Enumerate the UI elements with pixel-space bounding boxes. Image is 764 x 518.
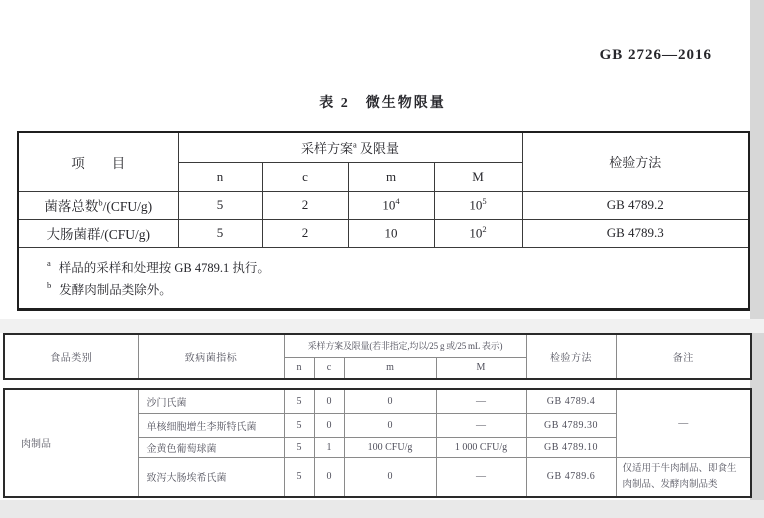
table2-header-sampling-plan: 采样方案及限量(若非指定,均以/25 g 或/25 mL 表示) bbox=[284, 334, 526, 357]
table2-row0-pathogen: 沙门氏菌 bbox=[138, 389, 284, 413]
table2-row0-M: — bbox=[436, 389, 526, 413]
item-unit: /(CFU/g) bbox=[100, 227, 150, 242]
table1-header-item: 项 目 bbox=[18, 132, 178, 191]
table1-row0-c: 2 bbox=[262, 191, 348, 219]
table1-row0-m bbox=[348, 191, 434, 219]
table2-row2-method: GB 4789.10 bbox=[526, 437, 616, 457]
table2-row1-c: 0 bbox=[314, 413, 344, 437]
value-base: 10 bbox=[382, 197, 396, 213]
table2-header-row-1 bbox=[4, 334, 751, 357]
table2-row1-m: 0 bbox=[344, 413, 436, 437]
table2-row1-pathogen: 单核细胞增生李斯特氏菌 bbox=[138, 413, 284, 437]
table2-header-method: 检验方法 bbox=[526, 334, 616, 379]
table1-subcol-M: M bbox=[434, 162, 522, 191]
table2-row0-method: GB 4789.4 bbox=[526, 389, 616, 413]
table2-row3-pathogen: 致泻大肠埃希氏菌 bbox=[138, 457, 284, 497]
table2-row3-n: 5 bbox=[284, 457, 314, 497]
table1-row1-method: GB 4789.3 bbox=[522, 219, 749, 247]
table2-row0-c: 0 bbox=[314, 389, 344, 413]
table2-remark-merged: — bbox=[616, 389, 751, 457]
table2-header-pathogen: 致病菌指标 bbox=[138, 334, 284, 379]
table1-row1-c: 2 bbox=[262, 219, 348, 247]
item-text: 大肠菌群 bbox=[46, 227, 101, 242]
table2-subcol-m: m bbox=[344, 357, 436, 379]
table1-header-sampling-plan bbox=[178, 132, 522, 162]
value-base: 10 bbox=[384, 225, 398, 241]
table2-remark-row3: 仅适用于牛肉制品、即食生肉制品、发酵肉制品类 bbox=[616, 457, 751, 497]
value-base: 10 bbox=[469, 197, 483, 213]
footnote-b-text: 发酵肉制品类除外。 bbox=[59, 282, 172, 297]
table2-row2-m: 100 CFU/g bbox=[344, 437, 436, 457]
table1-header-method: 检验方法 bbox=[522, 132, 749, 191]
table1-footnotes bbox=[18, 247, 749, 309]
table2-header-remark: 备注 bbox=[616, 334, 751, 379]
table2-row1-n: 5 bbox=[284, 413, 314, 437]
table2-row2-M: 1 000 CFU/g bbox=[436, 437, 526, 457]
table1-title: 表 2 微生物限量 bbox=[319, 96, 446, 111]
footnote-b-mark: b bbox=[47, 280, 52, 291]
footnote-a-text: 样品的采样和处理按 GB 4789.1 执行。 bbox=[58, 260, 270, 275]
table1-row1-n: 5 bbox=[178, 219, 262, 247]
table1-row1-M bbox=[434, 219, 522, 247]
table2-header-food-category: 食品类别 bbox=[4, 334, 138, 379]
table2-row1-M: — bbox=[436, 413, 526, 437]
sampling-plan-text: 采样方案 bbox=[300, 140, 353, 156]
value-exponent: 4 bbox=[395, 196, 400, 207]
sampling-plan-suffix: 及限量 bbox=[356, 140, 400, 156]
table2-subcol-M: M bbox=[436, 357, 526, 379]
table1-footnote-row bbox=[18, 247, 749, 309]
table2-row2-c: 1 bbox=[314, 437, 344, 457]
table2-row3-c: 0 bbox=[314, 457, 344, 497]
footnote-a-mark: a bbox=[47, 258, 51, 269]
table1-row1-m bbox=[348, 219, 434, 247]
table2-row-salmonella bbox=[4, 389, 751, 413]
table1-row-colony-count bbox=[18, 191, 749, 219]
table2-category-meat-products: 肉制品 bbox=[4, 389, 138, 497]
value-exponent: 5 bbox=[482, 196, 487, 207]
table1-subcol-c: c bbox=[262, 162, 348, 191]
table1-header-row-1 bbox=[18, 132, 749, 162]
table2-row2-n: 5 bbox=[284, 437, 314, 457]
table2-row0-n: 5 bbox=[284, 389, 314, 413]
table1-row0-item bbox=[18, 191, 178, 219]
item-footnote-mark: b bbox=[98, 197, 103, 208]
table1-row-coliform bbox=[18, 219, 749, 247]
table2-subcol-c: c bbox=[314, 357, 344, 379]
value-exponent: 2 bbox=[482, 224, 487, 235]
page-right-gutter bbox=[750, 0, 764, 518]
table2-row3-m: 0 bbox=[344, 457, 436, 497]
table2-subcol-n: n bbox=[284, 357, 314, 379]
standard-code: GB 2726—2016 bbox=[599, 47, 712, 63]
item-unit: /(CFU/g) bbox=[102, 199, 153, 214]
table1-row1-item bbox=[18, 219, 178, 247]
table2-row3-M: — bbox=[436, 457, 526, 497]
table2-row2-pathogen: 金黄色葡萄球菌 bbox=[138, 437, 284, 457]
table2-row3-method: GB 4789.6 bbox=[526, 457, 616, 497]
table2-pathogen-body bbox=[3, 388, 752, 498]
table1-subcol-m: m bbox=[348, 162, 434, 191]
table1-subcol-n: n bbox=[178, 162, 262, 191]
table1-row0-method: GB 4789.2 bbox=[522, 191, 749, 219]
item-text: 菌落总数 bbox=[44, 199, 99, 214]
sampling-plan-footnote-mark: a bbox=[352, 139, 357, 150]
table2-row1-method: GB 4789.30 bbox=[526, 413, 616, 437]
page-fragment-gap bbox=[0, 319, 764, 333]
footnote-b bbox=[47, 280, 738, 298]
table1-row0-M bbox=[434, 191, 522, 219]
value-base: 10 bbox=[469, 225, 483, 241]
page-bottom-gutter bbox=[0, 500, 764, 518]
footnote-a bbox=[47, 258, 738, 276]
table2-row0-m: 0 bbox=[344, 389, 436, 413]
table2-pathogen-header bbox=[3, 333, 752, 380]
table1-row0-n: 5 bbox=[178, 191, 262, 219]
table1-microbial-limits bbox=[17, 131, 750, 311]
